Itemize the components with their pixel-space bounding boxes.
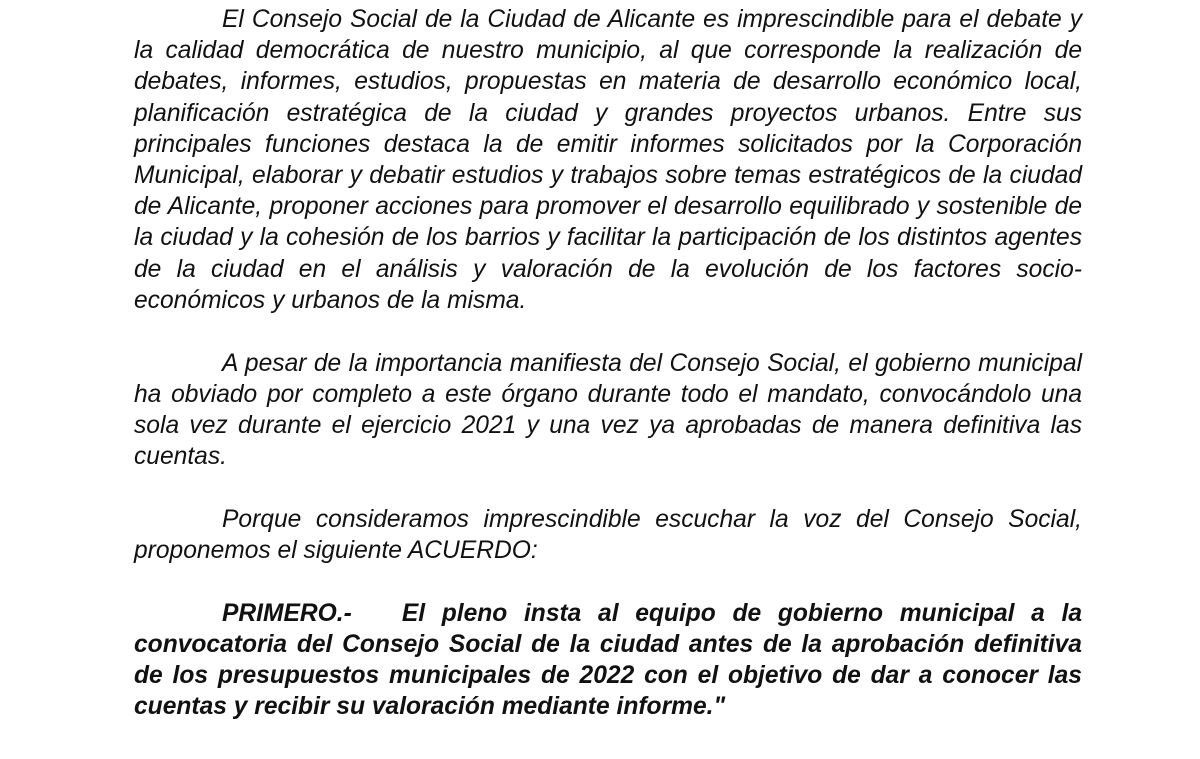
- paragraph-spacer: [134, 472, 1082, 504]
- paragraph-spacer: [134, 566, 1082, 598]
- document-page: [134, 4, 1082, 723]
- agreement-primero: [134, 598, 1082, 723]
- agreement-text: El pleno insta al equipo de gobierno municipal a la convocatoria del Consejo Social de la ciudad antes de la aprobación definitiva de los presupuestos municipales de 2022 con el objetivo de dar a conocer las cuentas y recibir su valoración mediante informe.": [134, 599, 1083, 721]
- agreement-label: PRIMERO.-: [222, 599, 352, 627]
- paragraph-acuerdo-intro: Porque consideramos imprescindible escuchar la voz del Consejo Social, proponemos el siguiente ACUERDO:: [134, 505, 1082, 565]
- paragraph-spacer: [134, 316, 1082, 348]
- paragraph-importancia: A pesar de la importancia manifiesta del Consejo Social, el gobierno municipal ha obviado por completo a este órgano durante todo el mandato, convocándolo una sola vez durante el ejercicio 2021 y una vez ya aprobadas de manera definitiva las cuentas.: [134, 349, 1082, 471]
- paragraph-consejo-social: El Consejo Social de la Ciudad de Alicante es imprescindible para el debate y la calidad democrática de nuestro municipio, al que corresponde la realización de debates, informes, estudios, propuestas en materia de desarrollo económico local, planificación estratégica de la ciudad y grandes proyectos urbanos. Entre sus principales funciones destaca la de emitir informes solicitados por la Corporación Municipal, elaborar y debatir estudios y trabajos sobre temas estratégicos de la ciudad de Alicante, proponer acciones para promover el desarrollo equilibrado y sostenible de la ciudad y la cohesión de los barrios y facilitar la participación de los distintos agentes de la ciudad en el análisis y valoración de la evolución de los factores socio-económicos y urbanos de la misma.: [134, 6, 1082, 314]
